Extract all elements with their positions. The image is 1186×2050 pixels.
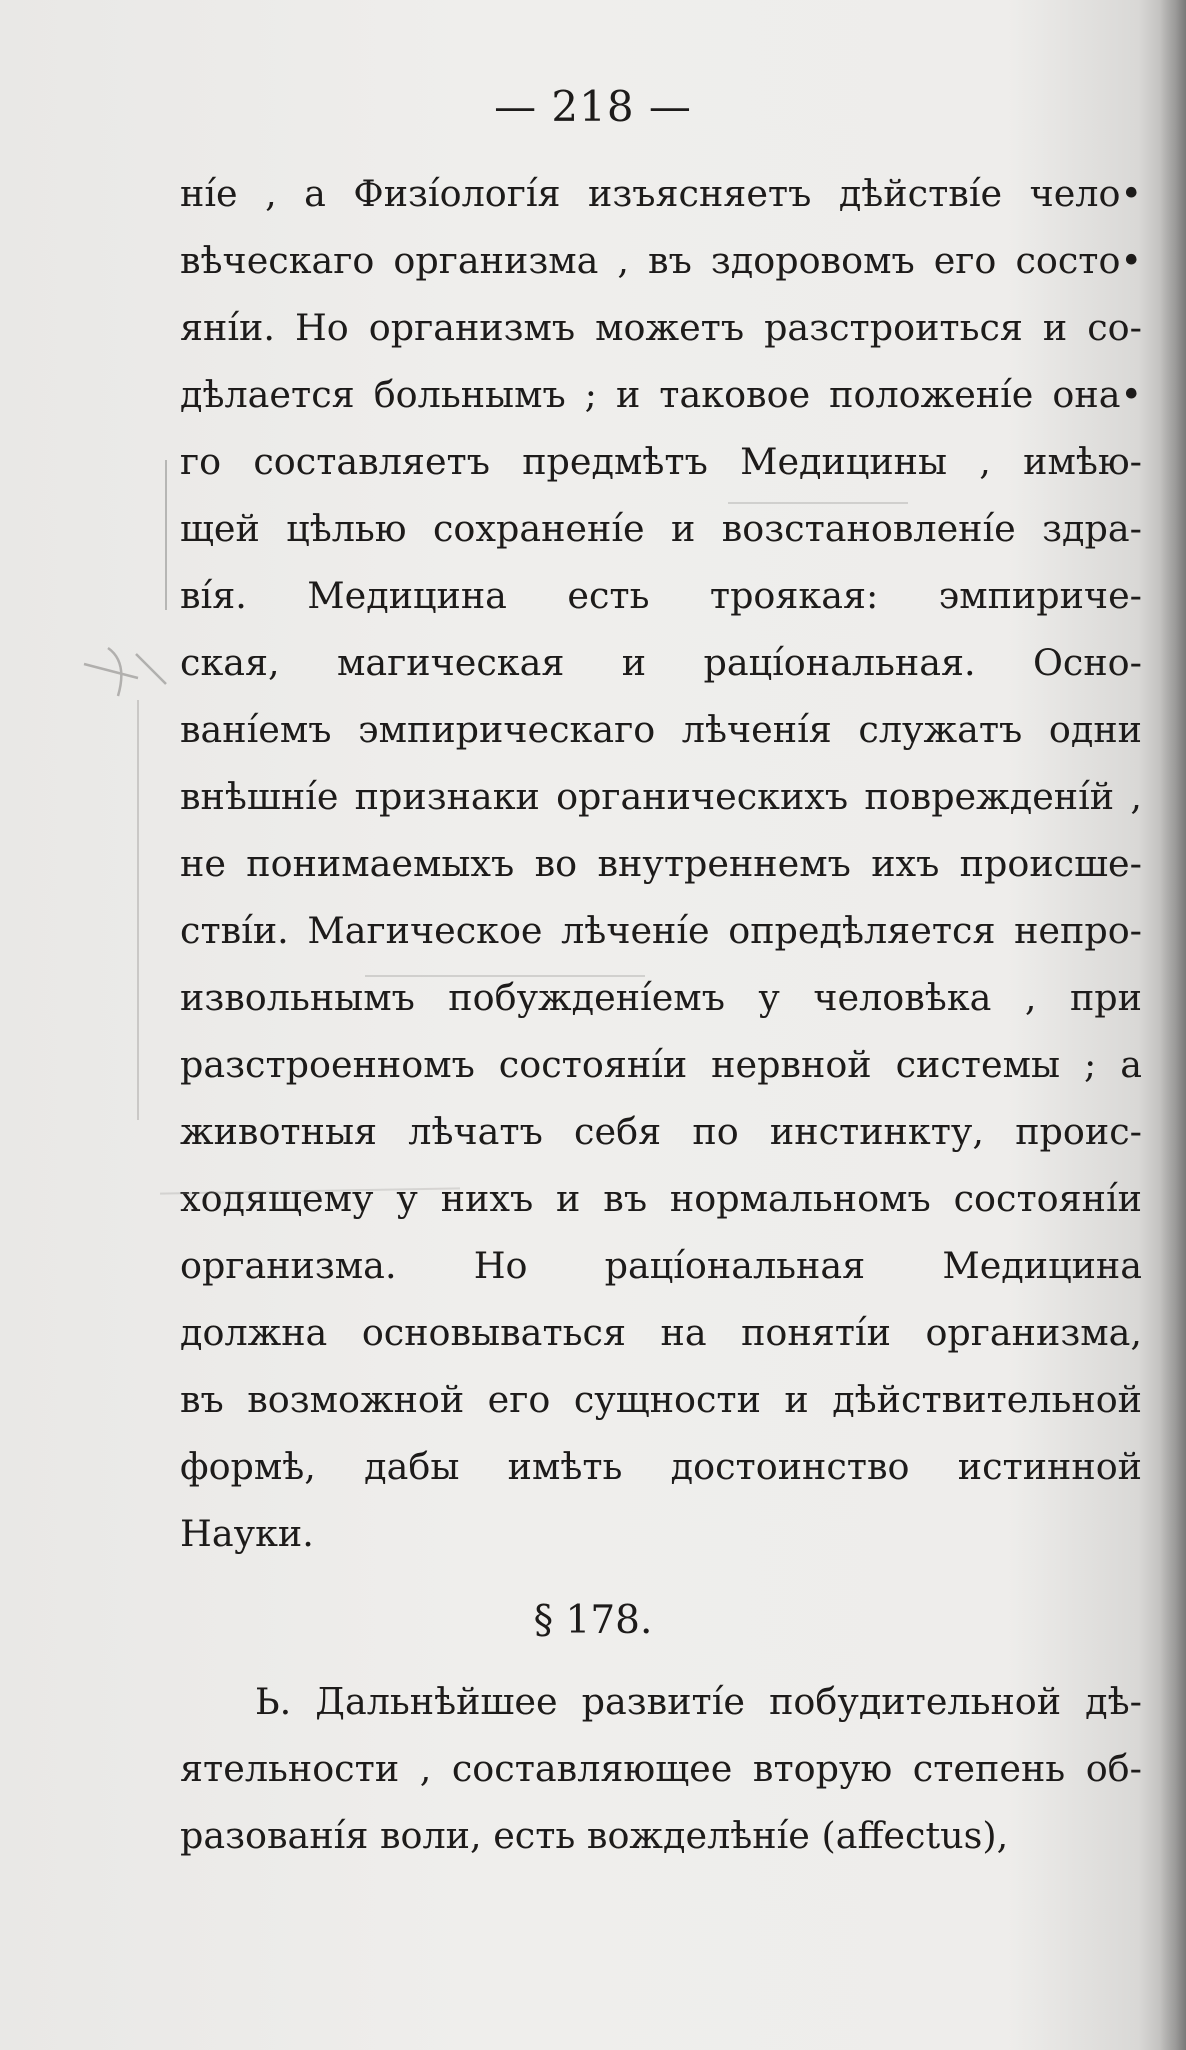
text-line-5: го составляетъ предмѣтъ Медицины , имѣю- [180,440,1142,483]
text-line-13: извольнымъ побужденíемъ у человѣка , при [180,976,1142,1019]
pencil-cross-mark [78,642,170,700]
section-heading: § 178. [533,1598,653,1643]
section-line-2: ятельности , составляющее вторую степень об- [180,1747,1142,1790]
text-line-12: ствíи. Магическое лѣченíе опредѣляется непро- [180,909,1142,952]
text-line-20: формѣ, дабы имѣть достоинство истинной [180,1445,1142,1488]
section-line-3: разованíя воли, есть вожделѣнíе (affectus), [180,1814,1009,1857]
text-line-4: дѣлается больнымъ ; и таковое положенíе она• [180,373,1142,416]
text-line-21: Науки. [180,1512,314,1555]
text-line-11: не понимаемыхъ во внутреннемъ ихъ происше- [180,842,1142,885]
page-number: — 218 — [494,82,692,131]
text-line-16: ходящему у нихъ и въ нормальномъ состоянíи [180,1177,1142,1220]
section-line-1: Ь. Дальнѣйшее развитíе побудительной дѣ- [255,1680,1142,1723]
binding-shadow [1160,0,1186,2050]
pencil-margin-line-lower [137,700,139,1120]
pencil-underline-1 [365,975,645,977]
text-line-8: ская, магическая и рацíональная. Осно- [180,641,1142,684]
text-line-6: щей цѣлью сохраненíе и возстановленíе здра- [180,507,1142,550]
text-line-14: разстроенномъ состоянíи нервной системы ; а [180,1043,1142,1086]
text-line-9: ванíемъ эмпирическаго лѣченíя служатъ одни [180,708,1142,751]
pencil-underline-2 [728,502,908,504]
text-line-1: нíе , а Физíологíя изъясняетъ дѣйствíе чело• [180,172,1142,215]
text-line-18: должна основываться на понятíи организма, [180,1311,1142,1354]
text-line-15: животныя лѣчатъ себя по инстинкту, проис- [180,1110,1142,1153]
text-line-19: въ возможной его сущности и дѣйствительной [180,1378,1142,1421]
text-line-17: организма. Но рацíональная Медицина [180,1244,1142,1287]
text-line-2: вѣческаго организма , въ здоровомъ его состо• [180,239,1142,282]
pencil-margin-line [165,460,167,610]
text-line-10: внѣшнíе признаки органическихъ поврежденíй , [180,775,1142,818]
text-line-3: янíи. Но организмъ можетъ разстроиться и со- [180,306,1142,349]
text-line-7: вíя. Медицина есть троякая: эмпириче- [180,574,1142,617]
